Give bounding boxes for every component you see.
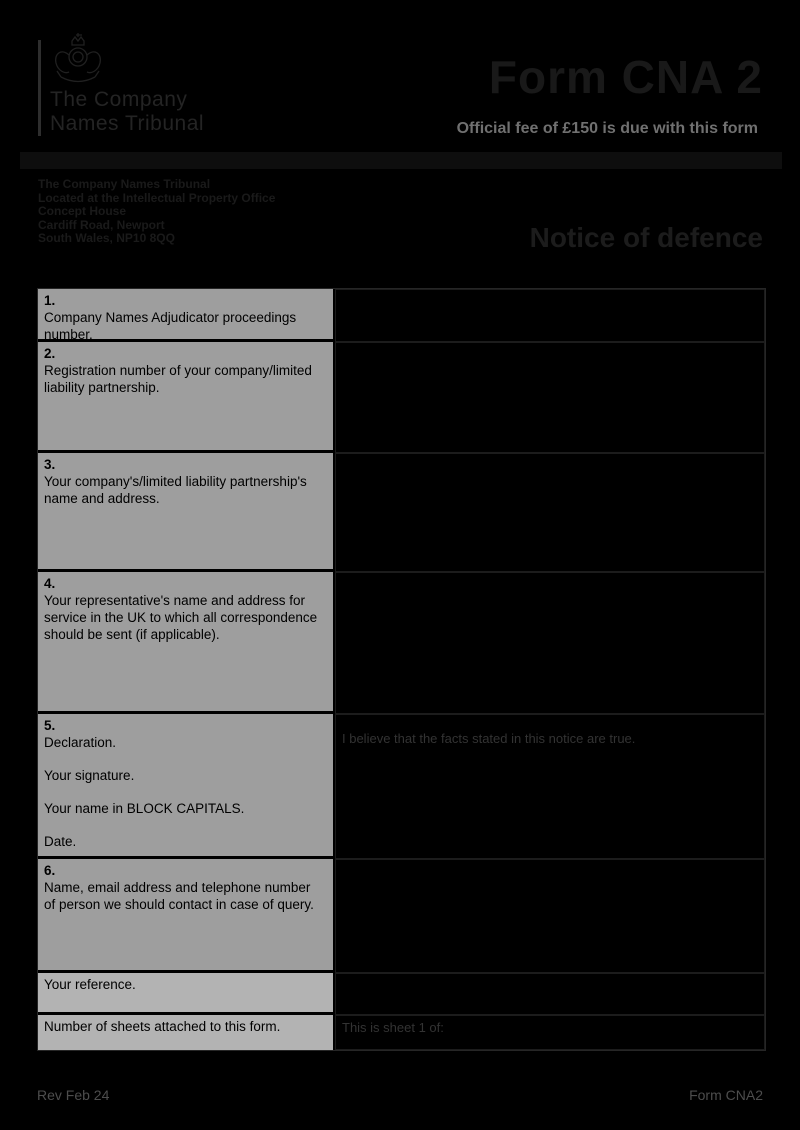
field-label-text: Number of sheets attached to this form. xyxy=(44,1019,281,1034)
footer-form-id: Form CNA2 xyxy=(689,1087,763,1103)
field-number: 2. xyxy=(44,346,56,361)
your-reference-input-area[interactable] xyxy=(335,973,765,1015)
field-label-company-name-address xyxy=(38,453,335,572)
declaration-statement: I believe that the facts stated in this notice are true. xyxy=(342,731,636,746)
logo-line-1: The Company xyxy=(50,88,188,111)
field-label-text: Company Names Adjudicator proceedings number. xyxy=(44,310,297,342)
signature-label: Your signature. xyxy=(44,768,135,783)
declaration-input-area[interactable] xyxy=(335,714,765,859)
field-label-text: Name, email address and telephone number of person we should contact in case of query. xyxy=(44,880,314,912)
address-line: The Company Names Tribunal xyxy=(38,177,211,191)
royal-crest-icon xyxy=(47,33,109,87)
block-capitals-label: Your name in BLOCK CAPITALS. xyxy=(44,801,245,816)
field-label-text: Your reference. xyxy=(44,977,136,992)
proceedings-number-input-area[interactable] xyxy=(335,289,765,342)
field-label-text: Registration number of your company/limited liability partnership. xyxy=(44,363,312,395)
date-label: Date. xyxy=(44,834,77,849)
fee-notice: Official fee of £150 is due with this form xyxy=(456,120,758,137)
logo-divider-bar xyxy=(38,40,41,136)
contact-person-input-area[interactable] xyxy=(335,859,765,973)
field-label-text: Your representative's name and address for service in the UK to which all correspondence should be sent (if applicable). xyxy=(44,593,318,642)
sheet-count-input-area[interactable] xyxy=(335,1015,765,1050)
representative-address-input-area[interactable] xyxy=(335,572,765,714)
address-line: Concept House xyxy=(38,204,127,218)
field-label-representative-address xyxy=(38,572,335,714)
field-label-your-reference xyxy=(38,973,335,1015)
header-divider-band xyxy=(20,152,782,169)
field-label-proceedings-number xyxy=(38,289,335,342)
section-heading: Notice of defence xyxy=(529,222,763,253)
registration-number-input-area[interactable] xyxy=(335,342,765,453)
field-label-contact-person xyxy=(38,859,335,973)
company-name-address-input-area[interactable] xyxy=(335,453,765,572)
form-table xyxy=(38,289,765,1050)
field-number: 1. xyxy=(44,293,56,308)
declaration-label: Declaration. xyxy=(44,735,117,750)
field-number: 5. xyxy=(44,718,56,733)
field-label-text: Your company's/limited liability partnership's name and address. xyxy=(44,474,307,506)
field-label-declaration xyxy=(38,714,335,859)
field-label-registration-number xyxy=(38,342,335,453)
field-number: 6. xyxy=(44,863,56,878)
logo-wordmark xyxy=(50,88,204,136)
footer-revision: Rev Feb 24 xyxy=(37,1087,110,1103)
sheet-count-prefix: This is sheet 1 of: xyxy=(342,1020,444,1035)
address-line: South Wales, NP10 8QQ xyxy=(38,231,175,245)
address-line: Located at the Intellectual Property Office xyxy=(38,190,276,205)
form-title: Form CNA 2 xyxy=(488,51,763,103)
logo-line-2: Names Tribunal xyxy=(50,112,205,135)
tribunal-address xyxy=(38,178,275,246)
field-label-sheet-count xyxy=(38,1015,335,1050)
address-line: Cardiff Road, Newport xyxy=(38,217,165,232)
field-number: 3. xyxy=(44,457,56,472)
field-number: 4. xyxy=(44,576,56,591)
